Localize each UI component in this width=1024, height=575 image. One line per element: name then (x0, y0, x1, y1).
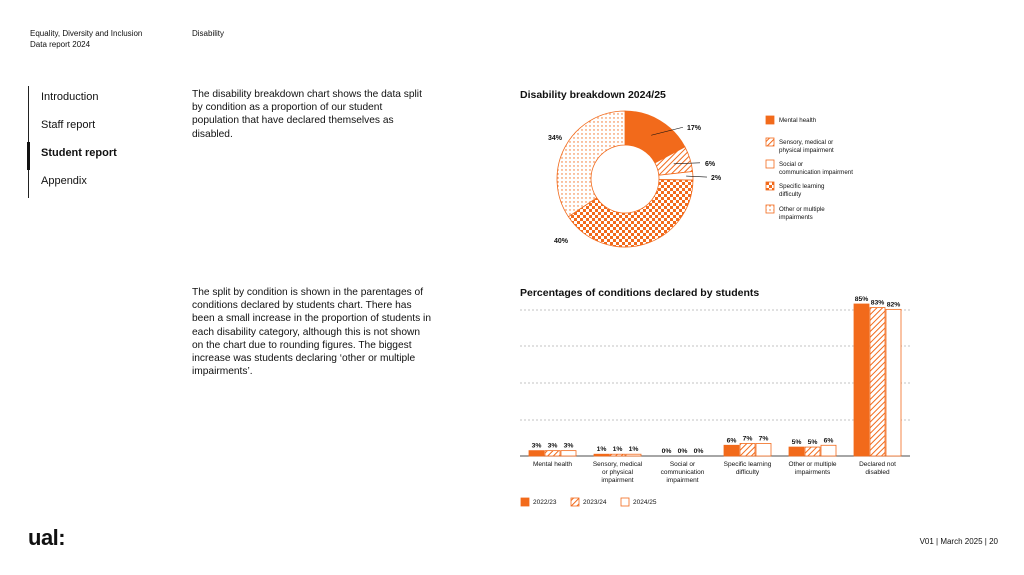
bar-value-label: 6% (823, 437, 834, 445)
bar (789, 447, 804, 456)
bar (594, 454, 609, 456)
donut-legend-label: Specific learning difficulty (779, 183, 825, 198)
donut-value-label: 34% (548, 135, 563, 142)
bar (561, 451, 576, 456)
donut-legend-swatch (766, 138, 774, 146)
donut-chart-title: Disability breakdown 2024/25 (520, 89, 666, 101)
bar (724, 445, 739, 456)
bar-value-label: 82% (886, 301, 901, 309)
bar (626, 454, 641, 456)
donut-legend-swatch (766, 160, 774, 168)
bar-value-label: 0% (677, 448, 688, 455)
bar-value-label: 3% (531, 442, 542, 450)
donut-value-label: 6% (705, 160, 716, 168)
bar-value-label: 0% (693, 448, 704, 455)
document-title-line1: Equality, Diversity and Inclusion (30, 29, 143, 38)
donut-value-label: 2% (711, 175, 722, 183)
bar-value-label: 7% (758, 435, 769, 443)
donut-value-label: 40% (554, 238, 569, 245)
document-title (30, 28, 180, 50)
bar-legend-swatch (521, 498, 529, 506)
disability-donut-chart (520, 104, 890, 254)
donut-legend-swatch (766, 116, 774, 124)
donut-legend-label: Mental health (779, 117, 817, 124)
bar (545, 451, 560, 456)
donut-legend-label: Sensory, medical or physical impairment (779, 139, 834, 154)
bar-value-label: 5% (807, 439, 818, 447)
bar (740, 443, 755, 456)
bar-legend-label: 2022/23 (533, 499, 557, 506)
bar-value-label: 6% (726, 437, 737, 445)
bar-legend-swatch (621, 498, 629, 506)
section-title: Disability (192, 29, 225, 38)
bar-value-label: 1% (596, 446, 607, 454)
nav-item-appendix[interactable]: Appendix (41, 175, 87, 187)
bar-value-label: 3% (547, 442, 558, 450)
bar-value-label: 0% (661, 448, 672, 455)
bar-category-label: Mental health (532, 461, 573, 468)
donut-value-label: 17% (687, 125, 702, 133)
intro-paragraph: The disability breakdown chart shows the data split by condition as a proportion of our student population that have declared themselves as disabled. (192, 89, 422, 140)
bar-value-label: 7% (742, 435, 753, 443)
donut-slice-4 (557, 111, 625, 217)
ual-logo: ual: (28, 525, 66, 550)
bar (821, 445, 836, 456)
conditions-bar-chart (515, 290, 915, 515)
bar-category-label: Sensory, medical or physical impairment (592, 461, 643, 484)
bar-category-label: Social or communication impairment (660, 461, 705, 484)
bar-category-label: Declared not disabled (859, 461, 896, 476)
nav-item-student-report[interactable]: Student report (29, 142, 117, 170)
bar-category-label: Specific learning difficulty (723, 461, 772, 476)
bar-value-label: 85% (854, 296, 869, 303)
bar (854, 304, 869, 456)
bar-legend-label: 2023/24 (583, 499, 607, 506)
bar (610, 454, 625, 456)
bar-value-label: 1% (628, 446, 639, 454)
donut-legend-label: Social or communication impairment (779, 161, 853, 176)
bar (805, 447, 820, 456)
bar (529, 451, 544, 456)
bar-legend-swatch (571, 498, 579, 506)
side-navigation (28, 86, 117, 198)
bar (756, 443, 771, 456)
nav-item-introduction[interactable]: Introduction (41, 91, 99, 103)
bar-value-label: 83% (870, 299, 885, 307)
footer-page-info: V01 | March 2025 | 20 (919, 537, 998, 546)
donut-legend-label: Other or multiple impairments (779, 206, 825, 221)
bar-value-label: 5% (791, 439, 802, 447)
bar-chart-title: Percentages of conditions declared by students (520, 287, 760, 299)
nav-item-staff-report[interactable]: Staff report (41, 119, 96, 131)
conditions-paragraph: The split by condition is shown in the parentages of conditions declared by students chart. There has been a small increase in the proportion of students in each disability category, although this is not shown on the chart due to rounding figures. The biggest increase was students declaring ‘other or multiple impairments’. (192, 287, 431, 378)
bar-legend-label: 2024/25 (633, 499, 657, 506)
document-title-line2: Data report 2024 (30, 40, 91, 49)
donut-legend-swatch (766, 182, 774, 190)
bar-value-label: 1% (612, 446, 623, 454)
bar-category-label: Other or multiple impairments (788, 461, 837, 476)
bar (886, 309, 901, 456)
bar (870, 308, 885, 456)
donut-legend-swatch (766, 205, 774, 213)
bar-value-label: 3% (563, 442, 574, 450)
